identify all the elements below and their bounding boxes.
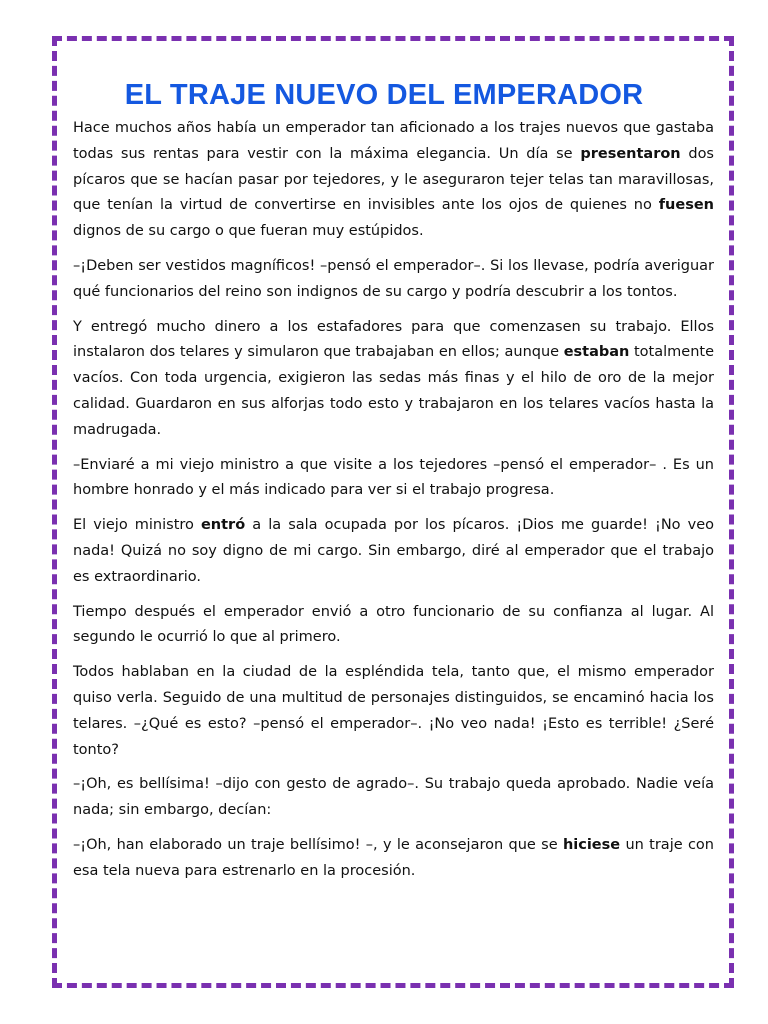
paragraph-5-text-c: a la sala ocupada por los pícaros. ¡Dios me guarde! ¡No veo nada! Quizá no soy digno de mi cargo. Sin embargo, diré al emperador que el trabajo es extraordinario. [73,517,714,585]
paragraph-4: –Enviaré a mi viejo ministro a que visite a los tejedores –pensó el emperador– . Es un hombre honrado y el más indicado para ver si el trabajo progresa. [73,456,714,499]
paragraph-3-text-c: totalmente vacíos. Con toda urgencia, exigieron las sedas más finas y el hilo de oro de la mejor calidad. Guardaron en sus alforjas todo esto y trabajaron en los telares vacíos hasta la madrugada. [73,344,714,438]
paragraph-1-text-e: dignos de su cargo o que fueran muy estúpidos. [73,223,424,240]
page-title: EL TRAJE NUEVO DEL EMPERADOR [124,79,644,112]
paragraph-1-text-c: dos pícaros que se hacían pasar por tejedores, y le aseguraron tejer telas tan maravillosas, que tenían la virtud de convertirse en invisibles ante los ojos de quienes no [73,145,714,214]
paragraph-3-text-a: Y entregó mucho dinero a los estafadores para que comenzasen su trabajo. Ellos instalaron dos telares y simularon que trabajaban en ellos; aunque [73,318,714,361]
paragraph-5 [73,513,714,590]
story-body [73,116,714,894]
paragraph-5-text-a: El viejo ministro [73,517,201,534]
paragraph-1-text-a: Hace muchos años había un emperador tan aficionado a los trajes nuevos que gastaba todas sus rentas para vestir con la máxima elegancia. Un día se [73,120,714,162]
bold-word-entro: entró [200,517,246,534]
paragraph-9-text-a: –¡Oh, han elaborado un traje bellísimo! –, y le aconsejaron que se [73,836,563,853]
paragraph-7: Todos hablaban en la ciudad de la espléndida tela, tanto que, el mismo emperador quiso verla. Seguido de una multitud de personajes distinguidos, se encaminó hacia los telares. –¿Qué es esto? –pensó el emperador–. ¡No veo nada! ¡Esto es terrible! ¿Seré tonto? [73,664,714,758]
paragraph-3 [73,315,714,444]
paragraph-8: –¡Oh, es bellísima! –dijo con gesto de agrado–. Su trabajo queda aprobado. Nadie veía nada; sin embargo, decían: [73,776,714,819]
bold-word-fuesen: fuesen [658,197,714,214]
paragraph-1 [73,116,714,245]
bold-word-hiciese: hiciese [562,836,621,853]
bold-word-presentaron: presentaron [580,145,681,162]
paragraph-2: –¡Deben ser vestidos magníficos! –pensó el emperador–. Si los llevase, podría averiguar qué funcionarios del reino son indignos de su cargo y podría descubrir a los tontos. [73,257,714,300]
paragraph-9 [73,833,714,885]
paragraph-9-text-c: un traje con esa tela nueva para estrenarlo en la procesión. [73,836,714,879]
bold-word-estaban: estaban [563,344,630,361]
paragraph-6: Tiempo después el emperador envió a otro funcionario de su confianza al lugar. Al segundo le ocurrió lo que al primero. [73,603,714,646]
